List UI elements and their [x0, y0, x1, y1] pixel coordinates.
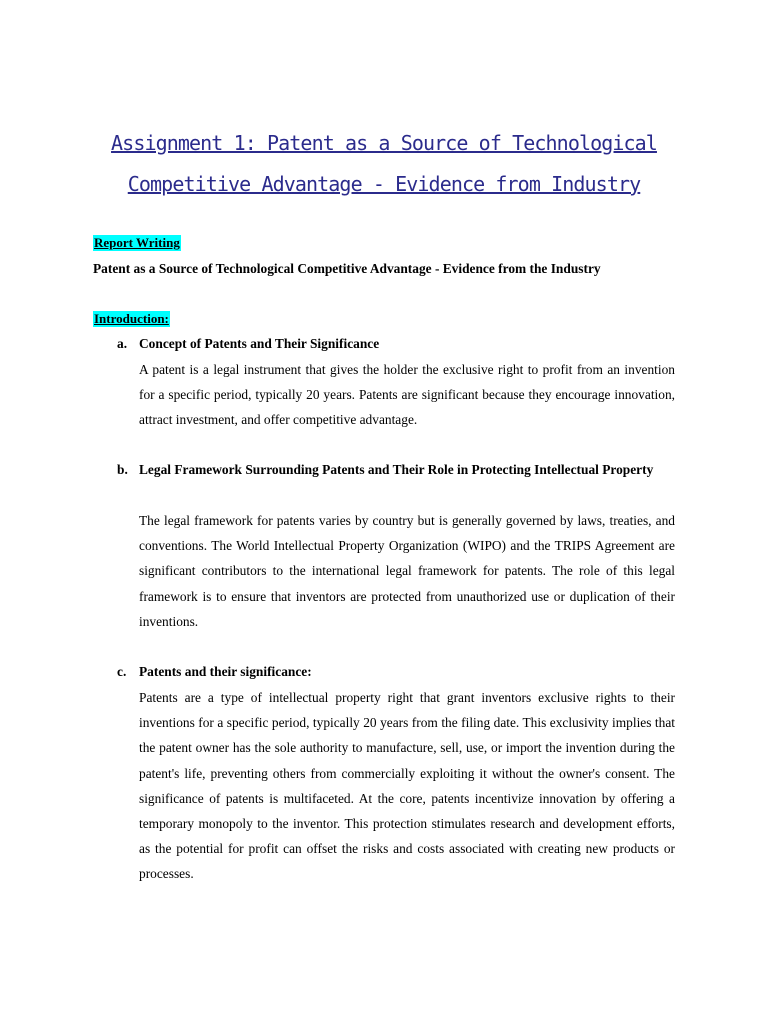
item-body-a: A patent is a legal instrument that gives the holder the exclusive right to profit from an invention for a specific period, typically 20 years. Patents are significant because they encourage innovation, attract investment, and offer competitive advantage. — [139, 362, 675, 428]
title-line-1: Assignment 1: Patent as a Source of Technological — [111, 131, 657, 155]
introduction-heading: Introduction: — [94, 311, 169, 326]
item-marker-c: c. — [117, 664, 127, 679]
title-line-2: Competitive Advantage - Evidence from Industry — [127, 172, 641, 196]
report-subtitle: Patent as a Source of Technological Competitive Advantage - Evidence from the Industry — [93, 261, 601, 276]
item-body-c: Patents are a type of intellectual property right that grant inventors exclusive rights to their inventions for a specific period, typically 20 years from the filing date. This exclusivity implies that the patent owner has the sole authority to manufacture, sell, use, or import the invention during the patent's life, preventing others from commercially exploiting it without the owner's consent. The significance of patents is multifaceted. At the core, patents incentivize innovation by offering a temporary monopoly to the inventor. This protection stimulates research and development efforts, as the potential for profit can offset the risks and costs associated with creating new products or processes. — [139, 690, 675, 882]
item-heading-a: Concept of Patents and Their Significance — [139, 336, 380, 351]
item-heading-b: Legal Framework Surrounding Patents and Their Role in Protecting Intellectual Property — [139, 462, 654, 477]
item-heading-c: Patents and their significance: — [139, 664, 312, 679]
report-writing-heading: Report Writing — [94, 235, 180, 250]
item-body-b: The legal framework for patents varies by country but is generally governed by laws, treaties, and conventions. The World Intellectual Property Organization (WIPO) and the TRIPS Agreement are significant contributors to the international legal framework for patents. The role of this legal framework is to ensure that inventors are protected from unauthorized use or duplication of their inventions. — [139, 513, 675, 629]
item-marker-a: a. — [117, 336, 128, 351]
item-marker-b: b. — [117, 462, 128, 477]
